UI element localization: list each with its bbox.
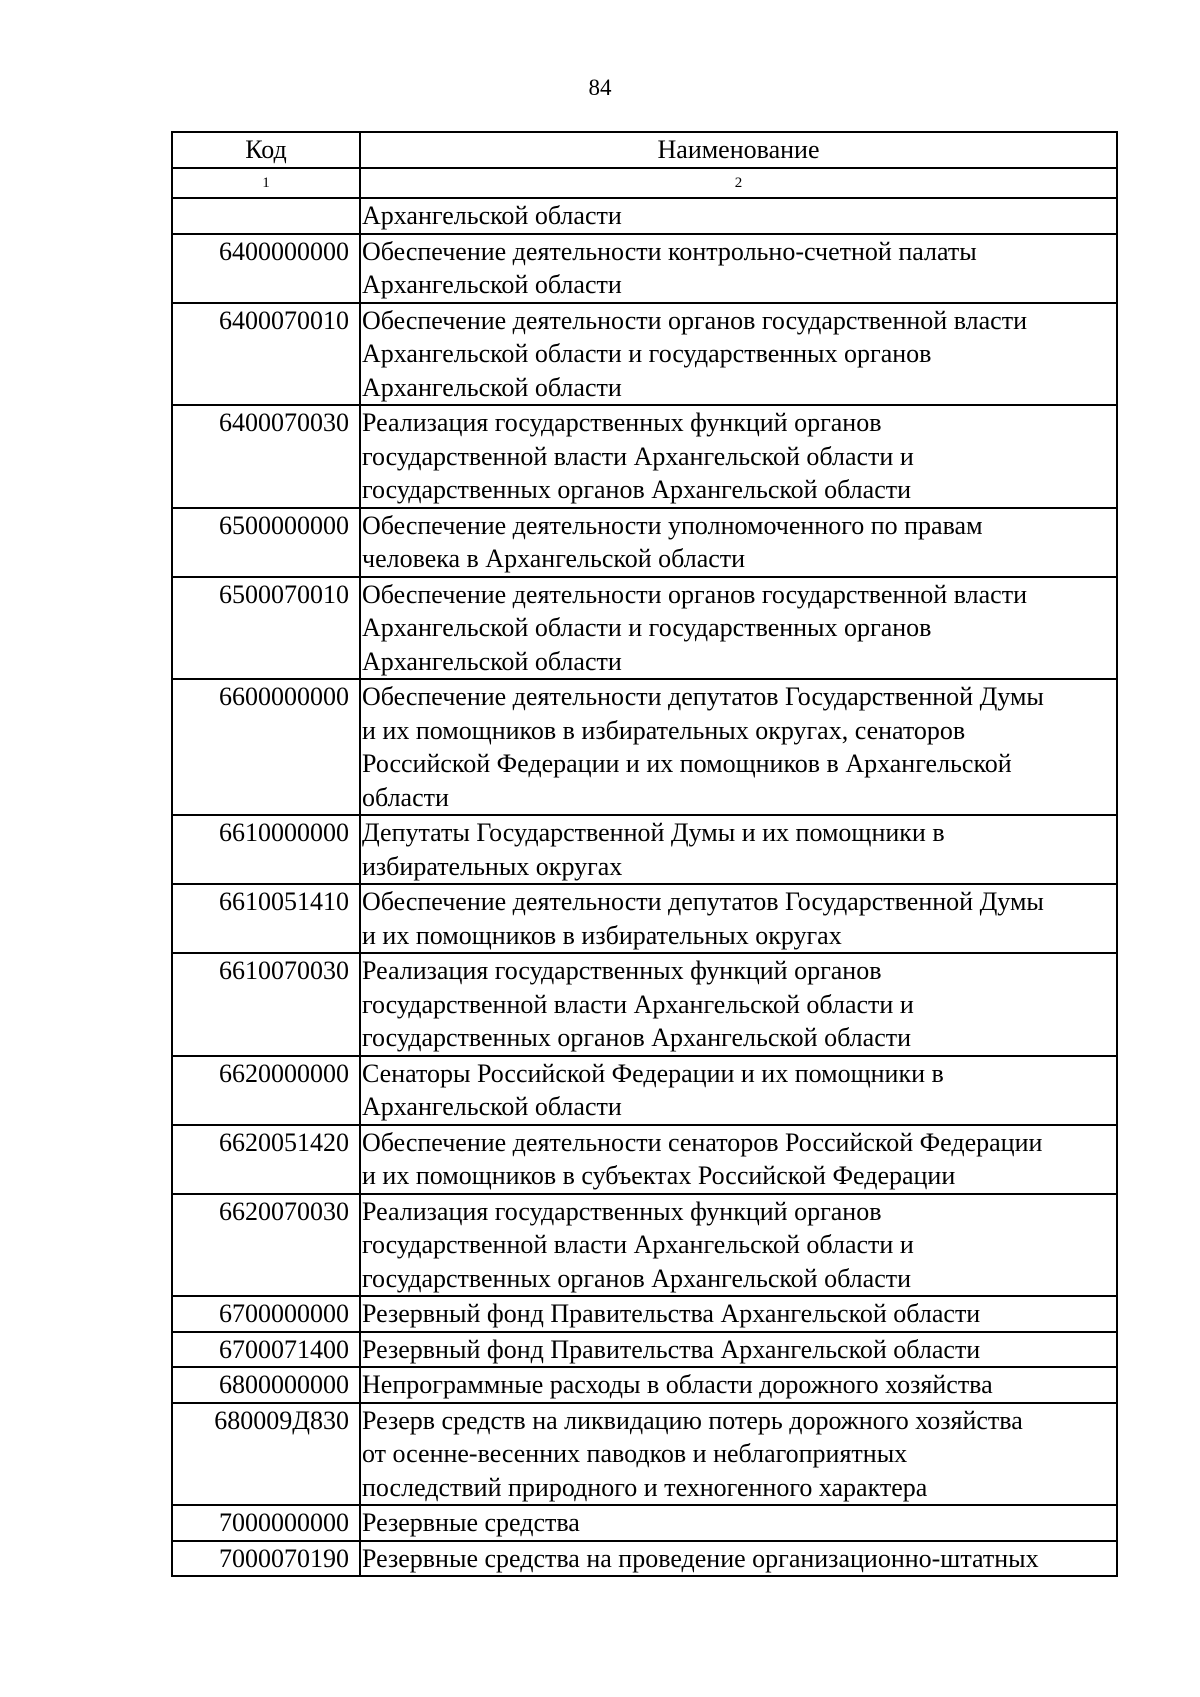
row-name: Непрограммные расходы в области дорожного хозяйства [362, 1370, 993, 1399]
row-name: Резервные средства на проведение организационно-штатных [362, 1543, 1039, 1573]
row-name-cell [360, 884, 1117, 953]
row-code: 6500070010 [172, 577, 360, 680]
budget-code-table [171, 131, 1118, 1577]
header-name: Наименование [360, 132, 1117, 168]
row-code [172, 198, 360, 234]
header-code: Код [172, 132, 360, 168]
table-header-row [172, 132, 1117, 168]
row-code: 6620000000 [172, 1056, 360, 1125]
row-name: Обеспечение деятельности уполномоченного по правам человека в Архангельской области [362, 510, 983, 573]
row-code: 6400070010 [172, 303, 360, 406]
row-name: Обеспечение деятельности контрольно-счетной палаты Архангельской области [362, 236, 977, 299]
row-name-cell [360, 303, 1117, 406]
row-code: 6800000000 [172, 1367, 360, 1403]
row-name: Резервный фонд Правительства Архангельской области [362, 1299, 981, 1328]
row-name: Реализация государственных функций органов государственной власти Архангельской области и государственных органов Архангельской области [362, 1196, 914, 1293]
table-row [172, 405, 1117, 508]
row-code: 6610051410 [172, 884, 360, 953]
row-name-cell [360, 1125, 1117, 1194]
row-name-cell [360, 1296, 1117, 1332]
row-name: Резервный фонд Правительства Архангельской области [362, 1334, 981, 1364]
table-row [172, 679, 1117, 815]
row-name: Резерв средств на ликвидацию потерь дорожного хозяйства от осенне-весенних паводков и неблагоприятных последствий природного и техногенного характера [362, 1405, 1023, 1502]
row-name: Обеспечение деятельности органов государственной власти Архангельской области и государственных органов Архангельской области [362, 579, 1027, 676]
table-row [172, 1296, 1117, 1332]
table-row [172, 303, 1117, 406]
row-name-cell [360, 1403, 1117, 1506]
row-code: 6610070030 [172, 953, 360, 1056]
row-code: 680009Д830 [172, 1403, 360, 1506]
table-row [172, 953, 1117, 1056]
row-name: Обеспечение деятельности органов государственной власти Архангельской области и государственных органов Архангельской области [362, 305, 1027, 402]
table-row [172, 815, 1117, 884]
table-row [172, 1125, 1117, 1194]
row-code: 6600000000 [172, 679, 360, 815]
table-row [172, 1403, 1117, 1506]
row-name-cell [360, 679, 1117, 815]
page-number: 84 [588, 75, 612, 100]
row-name: Реализация государственных функций органов государственной власти Архангельской области и государственных органов Архангельской области [362, 956, 914, 1052]
row-code: 6700000000 [172, 1296, 360, 1332]
row-name: Обеспечение деятельности сенаторов Российской Федерации и их помощников в субъектах Российской Федерации [362, 1127, 1043, 1190]
row-name-cell [360, 577, 1117, 680]
row-name-cell [360, 198, 1117, 234]
row-code: 6620070030 [172, 1194, 360, 1297]
row-name-cell [360, 953, 1117, 1056]
table-row [172, 198, 1117, 234]
row-code: 6700071400 [172, 1332, 360, 1368]
row-name: Архангельской области [362, 201, 622, 230]
table-row [172, 1505, 1117, 1541]
row-code: 6610000000 [172, 815, 360, 884]
table-row [172, 1367, 1117, 1403]
table-row [172, 1056, 1117, 1125]
row-name-cell [360, 1332, 1117, 1368]
row-code: 7000000000 [172, 1505, 360, 1541]
row-name-cell [360, 1505, 1117, 1541]
row-name: Сенаторы Российской Федерации и их помощники в Архангельской области [362, 1058, 944, 1121]
table-row [172, 1332, 1117, 1368]
row-name-cell [360, 405, 1117, 508]
row-name-cell [360, 508, 1117, 577]
row-code: 6500000000 [172, 508, 360, 577]
row-code: 6620051420 [172, 1125, 360, 1194]
row-name-cell [360, 815, 1117, 884]
table-row [172, 1541, 1117, 1577]
row-name-cell [360, 1367, 1117, 1403]
row-code: 6400070030 [172, 405, 360, 508]
row-name-cell [360, 1056, 1117, 1125]
row-name: Реализация государственных функций органов государственной власти Архангельской области и государственных органов Архангельской области [362, 408, 914, 504]
column-number-code: 1 [172, 168, 360, 198]
row-name-cell [360, 234, 1117, 303]
row-name: Обеспечение деятельности депутатов Государственной Думы и их помощников в избирательных округах [362, 887, 1044, 950]
row-code: 7000070190 [172, 1541, 360, 1577]
row-name: Обеспечение деятельности депутатов Государственной Думы и их помощников в избирательных округах, сенаторов Российской Федерации и их помощников в Архангельской области [362, 682, 1044, 812]
column-number-name: 2 [360, 168, 1117, 198]
row-name: Резервные средства [362, 1508, 580, 1537]
row-name: Депутаты Государственной Думы и их помощники в избирательных округах [362, 818, 945, 881]
column-number-row [172, 168, 1117, 198]
row-name-cell [360, 1541, 1117, 1577]
table-row [172, 508, 1117, 577]
table-row [172, 884, 1117, 953]
row-code: 6400000000 [172, 234, 360, 303]
row-name-cell [360, 1194, 1117, 1297]
table-row [172, 577, 1117, 680]
table-row [172, 234, 1117, 303]
table-row [172, 1194, 1117, 1297]
